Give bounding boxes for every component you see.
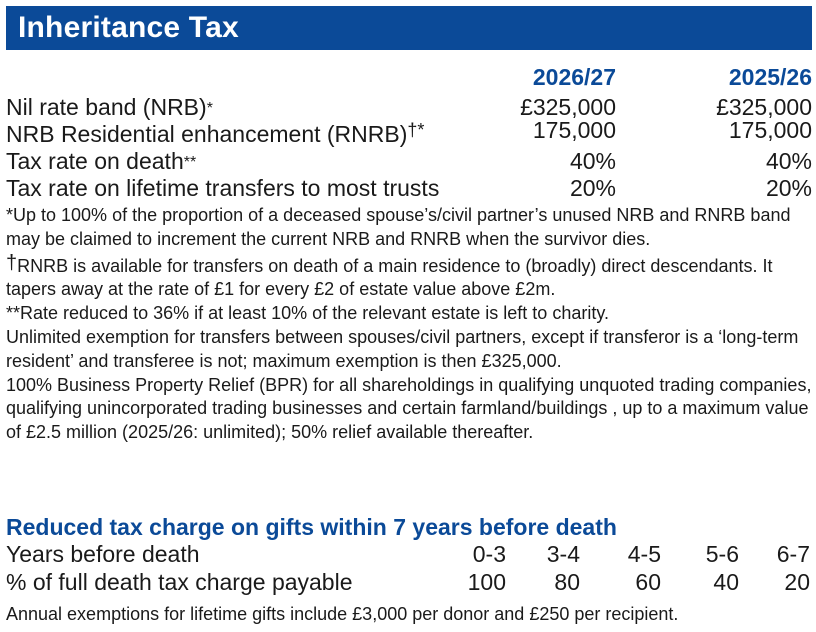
- title-bar: [6, 6, 812, 50]
- rate-value-previous: 40%: [765, 148, 812, 174]
- page-title: Inheritance Tax: [18, 11, 239, 44]
- years-row: [6, 541, 812, 567]
- years-cell: 4-5: [627, 541, 661, 567]
- dagger-symbol: †: [6, 251, 18, 274]
- years-label: Years before death: [6, 541, 200, 567]
- percent-row: [6, 569, 812, 595]
- note-spouse-exemption: Unlimited exemption for transfers between spouses/civil partners, except if transferor is a ‘long-term resident’ and transferee is not; maximum exemption is then £325,000.: [6, 326, 799, 371]
- rate-value-previous: £325,000: [716, 94, 812, 120]
- note-business-property-relief: 100% Business Property Relief (BPR) for all shareholdings in qualifying unquoted trading companies, qualifying unincorporated trading businesses and certain farmland/buildings , up to a maximum value of £2.5 million (2025/26: unlimited); 50% relief available thereafter.: [6, 374, 812, 443]
- column-header-current: 2026/27: [532, 64, 616, 90]
- rate-row-rnrb: [6, 117, 812, 147]
- percent-cell: 40: [713, 569, 739, 595]
- rate-value-previous: 20%: [765, 175, 812, 201]
- percent-cell: 80: [554, 569, 580, 595]
- rate-label: Nil rate band (NRB)*: [6, 94, 213, 120]
- rate-value-previous: 175,000: [728, 117, 812, 143]
- percent-cell: 100: [467, 569, 506, 595]
- footnote-star: *Up to 100% of the proportion of a deceased spouse’s/civil partner’s unused NRB and RNRB band may be claimed to increment the current NRB and RNRB when the survivor dies.: [6, 205, 791, 249]
- footnotes: [6, 204, 812, 445]
- percent-cell: 60: [635, 569, 661, 595]
- rate-row-trusts: [6, 175, 812, 201]
- years-cell: 0-3: [472, 541, 506, 567]
- years-cell: 3-4: [546, 541, 580, 567]
- gifts-heading: Reduced tax charge on gifts within 7 years before death: [6, 514, 617, 540]
- footnote-dagger: †RNRB is available for transfers on death of a main residence to (broadly) direct descendants. It tapers away at the rate of £1 for every £2 of estate value above £2m.: [6, 251, 773, 300]
- rate-row-death: [6, 148, 812, 174]
- rate-label: Tax rate on lifetime transfers to most trusts: [6, 175, 440, 201]
- column-header-previous: 2025/26: [728, 64, 812, 90]
- percent-cell: 20: [784, 569, 810, 595]
- years-cell: 5-6: [705, 541, 739, 567]
- footnote-mark: **: [183, 154, 197, 171]
- annual-exemptions-note: Annual exemptions for lifetime gifts include £3,000 per donor and £250 per recipient.: [6, 604, 679, 624]
- rate-value-current: £325,000: [520, 94, 616, 120]
- years-cell: 6-7: [776, 541, 810, 567]
- rate-label: Tax rate on death**: [6, 148, 197, 174]
- rate-value-current: 175,000: [532, 117, 616, 143]
- rate-value-current: 20%: [569, 175, 616, 201]
- column-header-row: [6, 64, 812, 90]
- rate-value-current: 40%: [569, 148, 616, 174]
- percent-label: % of full death tax charge payable: [6, 569, 353, 595]
- footnote-mark: †*: [407, 120, 425, 140]
- footnote-double-star: **Rate reduced to 36% if at least 10% of the relevant estate is left to charity.: [6, 303, 609, 324]
- footnote-mark: *: [206, 100, 213, 117]
- rate-label: NRB Residential enhancement (RNRB)†*: [6, 120, 425, 147]
